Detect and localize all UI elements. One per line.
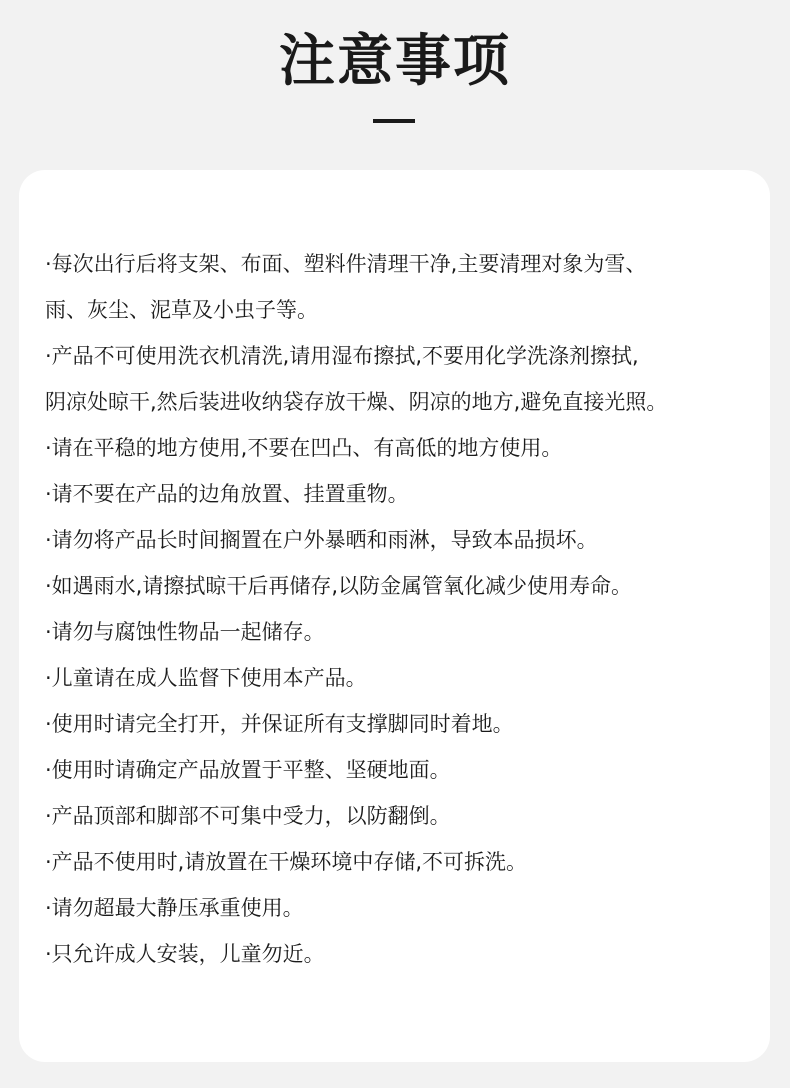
- notice-item: ·只允许成人安装，儿童勿近。: [45, 942, 325, 966]
- notice-item: ·请勿将产品长时间搁置在户外暴晒和雨淋，导致本品损坏。: [45, 528, 598, 552]
- page-title: 注意事项: [279, 29, 511, 94]
- notice-list: [45, 241, 765, 977]
- notice-item: ·使用时请完全打开，并保证所有支撑脚同时着地。: [45, 712, 514, 736]
- notice-item: ·产品顶部和脚部不可集中受力，以防翻倒。: [45, 804, 451, 828]
- notice-item: ·请勿超最大静压承重使用。: [45, 896, 304, 920]
- notice-item: ·请勿与腐蚀性物品一起储存。: [45, 620, 325, 644]
- notice-item: ·每次出行后将支架、布面、塑料件清理干净,主要清理对象为雪、 雨、灰尘、泥草及小虫子等。: [45, 252, 647, 322]
- title-divider: [373, 119, 415, 123]
- notice-item: ·请不要在产品的边角放置、挂置重物。: [45, 482, 409, 506]
- notice-item: ·请在平稳的地方使用,不要在凹凸、有高低的地方使用。: [45, 436, 563, 460]
- notice-item: ·产品不可使用洗衣机清洗,请用湿布擦拭,不要用化学洗涤剂擦拭, 阴凉处晾干,然后装进收纳袋存放干燥、阴凉的地方,避免直接光照。: [45, 344, 668, 414]
- notice-item: ·如遇雨水,请擦拭晾干后再储存,以防金属管氧化减少使用寿命。: [45, 574, 633, 598]
- notice-item: ·产品不使用时,请放置在干燥环境中存储,不可拆洗。: [45, 850, 528, 874]
- notice-item: ·使用时请确定产品放置于平整、坚硬地面。: [45, 758, 451, 782]
- notice-item: ·儿童请在成人监督下使用本产品。: [45, 666, 367, 690]
